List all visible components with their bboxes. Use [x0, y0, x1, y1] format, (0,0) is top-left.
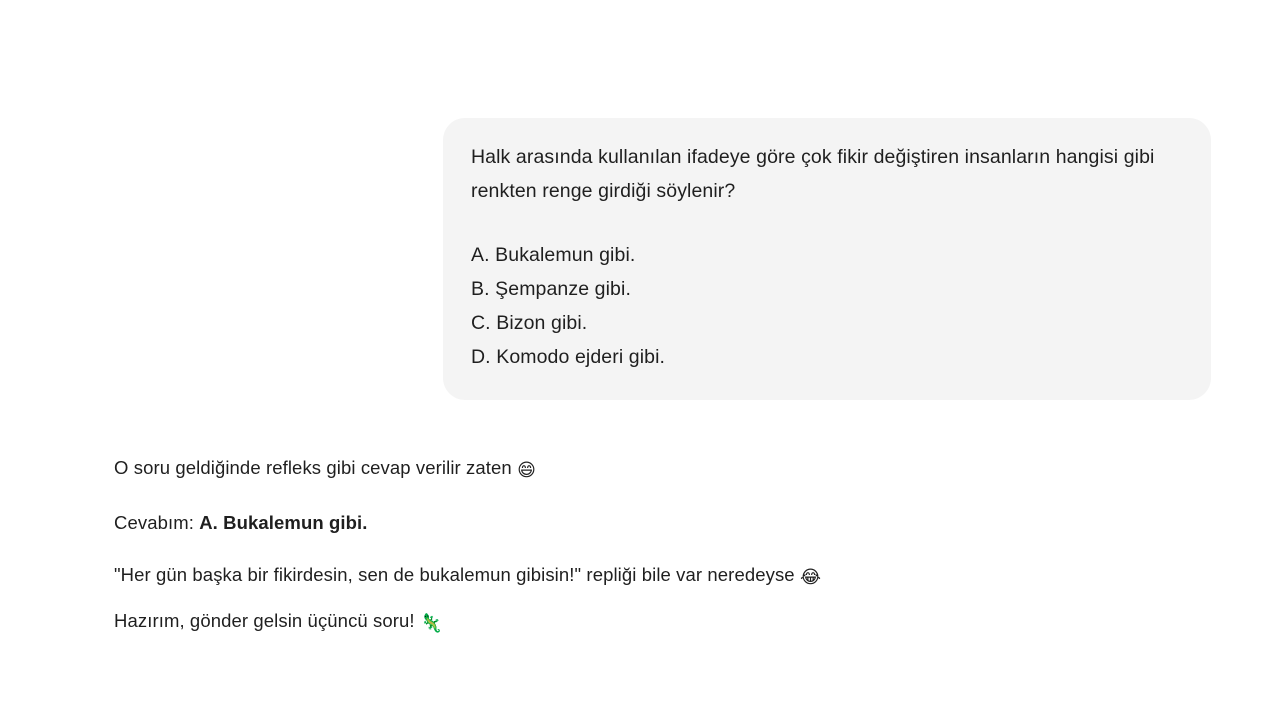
answer-label: Cevabım:: [114, 512, 194, 533]
answer-value: A. Bukalemun gibi.: [199, 512, 368, 533]
assistant-quote-text: "Her gün başka bir fikirdesin, sen de bukalemun gibisin!" repliği bile var neredeyse: [114, 564, 795, 585]
user-question-text: Halk arasında kullanılan ifadeye göre çok fikir değiştiren insanların hangisi gibi renkten renge girdiği söylenir?: [471, 146, 1155, 202]
assistant-quote-paragraph: [114, 559, 1114, 593]
assistant-message: [114, 452, 1114, 639]
option-b: B. Şempanze gibi.: [471, 278, 631, 300]
option-d: D. Komodo ejderi gibi.: [471, 346, 666, 368]
assistant-answer-paragraph: [114, 507, 1114, 538]
user-question-options: [471, 238, 1177, 374]
assistant-closing-paragraph: [114, 605, 1114, 639]
lizard-emoji-icon: 🦎: [419, 613, 443, 634]
option-c: C. Bizon gibi.: [471, 312, 588, 334]
assistant-closing-text: Hazırım, gönder gelsin üçüncü soru!: [114, 610, 415, 631]
user-message-row: [0, 118, 1211, 400]
option-a: A. Bukalemun gibi.: [471, 244, 636, 266]
user-message-bubble[interactable]: [443, 118, 1211, 400]
assistant-intro-paragraph: [114, 452, 1114, 486]
grinning-face-emoji-icon: 😄: [517, 460, 536, 481]
assistant-intro-text: O soru geldiğinde refleks gibi cevap verilir zaten: [114, 457, 512, 478]
face-with-tears-of-joy-emoji-icon: 😂: [799, 567, 822, 588]
